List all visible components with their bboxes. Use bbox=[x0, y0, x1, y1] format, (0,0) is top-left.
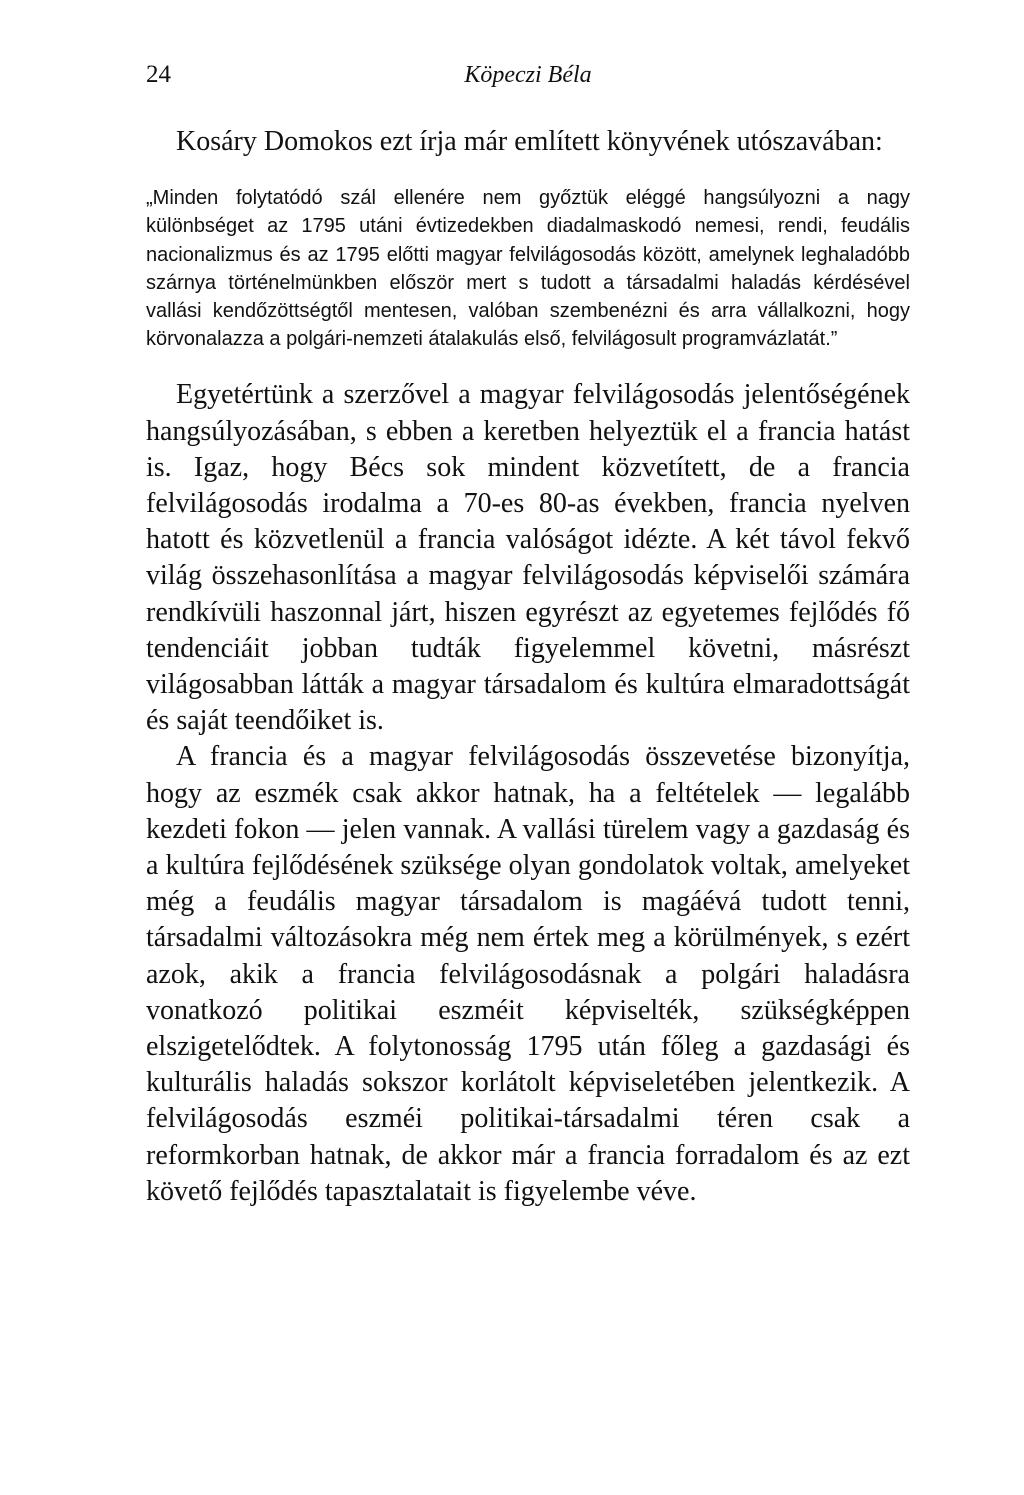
body-paragraph-2: A francia és a magyar felvilágosodás összevetése bizonyítja, hogy az eszmék csak akkor hatnak, ha a feltételek — legalább kezdeti fokon — jelen vannak. A vallási türelem vagy a gazdaság és a kultúra fejlődésének szüksége olyan gondolatok voltak, amelyeket még a feudális magyar társadalom is magáévá tudott tenni, társadalmi változásokra még nem értek meg a körülmények, s ezért azok, akik a francia felvilágosodásnak a polgári haladásra vonatkozó politikai eszméit képviselték, szükségképpen elszigetelődtek. A folytonosság 1795 után főleg a gazdasági és kulturális haladás sokszor korlátolt képviseletében jelentkezik. A felvilágosodás eszméi politikai-társadalmi téren csak a reformkorban hatnak, de akkor már a francia forradalom és az ezt követő fejlődés tapasztalatait is figyelembe véve. bbox=[146, 741, 910, 1207]
book-page bbox=[146, 58, 910, 1210]
body-paragraph-1: Egyetértünk a szerzővel a magyar felvilágosodás jelentőségének hangsúlyozásában, s ebben a keretben helyeztük el a francia hatást is. Igaz, hogy Bécs sok mindent közvetített, de a francia felvilágosodás irodalma a 70-es 80-as években, francia nyelven hatott és közvetlenül a francia valóságot idézte. A két távol fekvő világ összehasonlítása a magyar felvilágosodás képviselői számára rendkívüli haszonnal járt, hiszen egyrészt az egyetemes fejlődés fő tendenciáit jobban tudták figyelemmel követni, másrészt világosabban látták a magyar társadalom és kultúra elmaradottságát és saját teendőiket is. bbox=[146, 379, 910, 737]
page-header bbox=[146, 58, 910, 98]
intro-paragraph: Kosáry Domokos ezt írja már említett könyvének utószavában: bbox=[176, 126, 883, 157]
page-number: 24 bbox=[146, 61, 171, 88]
running-head-author: Köpeczi Béla bbox=[464, 62, 592, 88]
block-quote: „Minden folytatódó szál ellenére nem győztük eléggé hangsúlyozni a nagy különbséget az 1795 utáni évtizedekben diadalmaskodó nemesi, rendi, feudális nacionalizmus és az 1795 előtti magyar felvilágosodás között, amelynek leghaladóbb szárnya történelmünkben először mert s tudott a társadalmi haladás kérdésével vallási kendőzöttségtől mentesen, valóban szembenézni és arra vállalkozni, hogy körvonalazza a polgári-nemzeti átalakulás első, felvilágosult programvázlatát.” bbox=[146, 187, 910, 351]
